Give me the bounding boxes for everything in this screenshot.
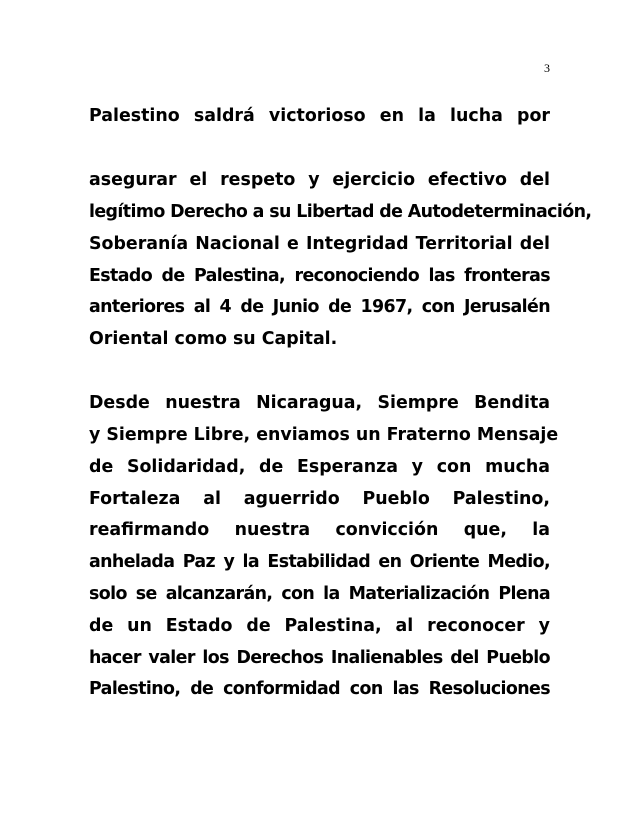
text-line: Desde nuestra Nicaragua, Siempre Bendita	[89, 393, 550, 413]
text-line: anteriores al 4 de Junio de 1967, con Jerusalén	[89, 297, 550, 317]
page-number: 3	[544, 61, 550, 75]
text-line: anhelada Paz y la Estabilidad en Oriente Medio,	[89, 552, 550, 572]
text-line: y Siempre Libre, enviamos un Fraterno Mensaje	[89, 425, 559, 445]
text-line: Palestino saldrá victorioso en la lucha por	[89, 106, 550, 126]
text-line: Palestino, de conformidad con las Resoluciones	[89, 679, 550, 699]
text-line: Soberanía Nacional e Integridad Territorial del	[89, 234, 550, 254]
text-line: reafirmando nuestra convicción que, la	[89, 520, 550, 540]
text-line: de un Estado de Palestina, al reconocer y	[89, 616, 550, 636]
text-line: Fortaleza al aguerrido Pueblo Palestino,	[89, 489, 550, 509]
text-line: de Solidaridad, de Esperanza y con mucha	[89, 457, 550, 477]
text-line: Oriental como su Capital.	[89, 329, 338, 349]
text-line: solo se alcanzarán, con la Materialización Plena	[89, 584, 550, 604]
text-line: legítimo Derecho a su Libertad de Autodeterminación,	[89, 202, 592, 222]
text-line: Estado de Palestina, reconociendo las fronteras	[89, 266, 550, 286]
text-line: hacer valer los Derechos Inalienables del Pueblo	[89, 648, 550, 668]
text-line: asegurar el respeto y ejercicio efectivo del	[89, 170, 550, 190]
